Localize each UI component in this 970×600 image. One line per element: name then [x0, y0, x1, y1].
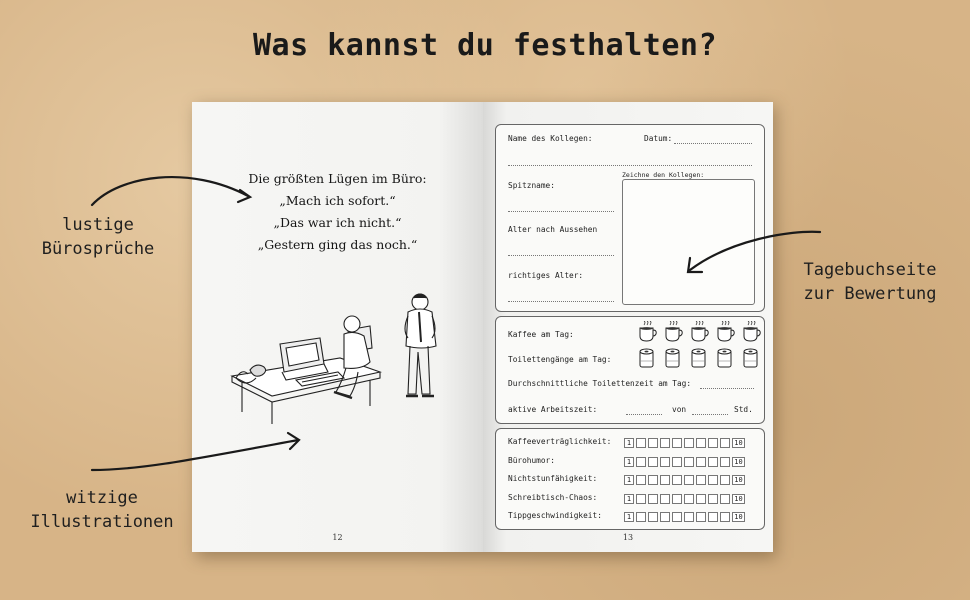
rating-checkbox[interactable] [696, 512, 706, 522]
rating-checkbox[interactable] [648, 438, 658, 448]
toilet-paper-roll-icon[interactable] [740, 347, 762, 369]
toilet-paper-roll-icon[interactable] [636, 347, 658, 369]
ratings-panel [495, 428, 765, 530]
rating-max-cell[interactable]: 10 [732, 475, 745, 485]
coffee-cup-icon[interactable] [714, 321, 736, 343]
quote-title: Die größten Lügen im Büro: [248, 171, 427, 186]
right-page [483, 102, 773, 552]
rating-checkbox[interactable] [648, 494, 658, 504]
age-look-label: Alter nach Aussehen [508, 225, 598, 234]
page-heading: Was kannst du festhalten? [252, 28, 718, 63]
coffee-cup-icon[interactable] [636, 321, 658, 343]
rating-checkbox[interactable] [660, 512, 670, 522]
coffee-label: Kaffee am Tag: [508, 330, 574, 339]
rating-checkbox[interactable] [708, 475, 718, 485]
rating-scale [624, 475, 745, 485]
rating-checkbox[interactable] [684, 457, 694, 467]
toilet-paper-roll-icon[interactable] [688, 347, 710, 369]
rating-checkbox[interactable] [672, 494, 682, 504]
quote-line: „Mach ich sofort.“ [279, 193, 396, 208]
rating-max-cell[interactable]: 10 [732, 512, 745, 522]
rating-label: Kaffeeverträglichkeit: [508, 437, 612, 446]
nickname-label: Spitzname: [508, 181, 555, 190]
name-line[interactable] [508, 165, 752, 166]
quote-line: „Das war ich nicht.“ [273, 215, 402, 230]
avg-toilet-label: Durchschnittliche Toilettenzeit am Tag: [508, 379, 692, 388]
daily-stats-panel [495, 316, 765, 424]
rating-checkbox[interactable] [636, 438, 646, 448]
annotation-line: zur Bewertung [803, 284, 937, 304]
page-number-right: 13 [622, 533, 634, 542]
rating-min-cell[interactable]: 1 [624, 512, 634, 522]
work-end-line[interactable] [692, 414, 728, 415]
office-lies-quotes [192, 168, 483, 256]
annotation-sayings [38, 213, 158, 261]
rating-min-cell[interactable]: 1 [624, 475, 634, 485]
rating-scale [624, 457, 745, 467]
annotation-line: witzige [66, 488, 138, 508]
rating-checkbox[interactable] [696, 438, 706, 448]
rating-scale [624, 438, 745, 448]
real-age-line[interactable] [508, 301, 614, 302]
rating-checkbox[interactable] [720, 512, 730, 522]
profile-panel [495, 124, 765, 312]
rating-checkbox[interactable] [684, 494, 694, 504]
toilet-paper-roll-icon[interactable] [662, 347, 684, 369]
annotation-line: lustige [62, 215, 134, 235]
annotation-line: Bürosprüche [41, 239, 155, 259]
avg-toilet-line[interactable] [700, 388, 754, 389]
real-age-label: richtiges Alter: [508, 271, 584, 280]
rating-checkbox[interactable] [720, 438, 730, 448]
rating-checkbox[interactable] [684, 438, 694, 448]
quote-line: „Gestern ging das noch.“ [257, 237, 418, 252]
nickname-line[interactable] [508, 211, 614, 212]
coffee-cup-icon[interactable] [662, 321, 684, 343]
left-page [192, 102, 483, 552]
rating-checkbox[interactable] [660, 457, 670, 467]
rating-checkbox[interactable] [636, 512, 646, 522]
rating-checkbox[interactable] [648, 457, 658, 467]
rating-scale [624, 512, 745, 522]
rating-checkbox[interactable] [720, 457, 730, 467]
age-look-line[interactable] [508, 255, 614, 256]
rating-max-cell[interactable]: 10 [732, 494, 745, 504]
rating-min-cell[interactable]: 1 [624, 457, 634, 467]
rating-checkbox[interactable] [684, 512, 694, 522]
rating-checkbox[interactable] [684, 475, 694, 485]
rating-checkbox[interactable] [708, 438, 718, 448]
rating-checkbox[interactable] [708, 512, 718, 522]
rating-checkbox[interactable] [708, 494, 718, 504]
annotation-line: Illustrationen [30, 512, 174, 532]
rating-max-cell[interactable]: 10 [732, 438, 745, 448]
rating-checkbox[interactable] [660, 475, 670, 485]
rating-checkbox[interactable] [672, 438, 682, 448]
rating-checkbox[interactable] [720, 494, 730, 504]
name-label: Name des Kollegen: [508, 134, 593, 143]
rating-checkbox[interactable] [660, 438, 670, 448]
rating-label: Nichtstunfähigkeit: [508, 474, 598, 483]
rating-min-cell[interactable]: 1 [624, 494, 634, 504]
rating-checkbox[interactable] [720, 475, 730, 485]
toilet-paper-roll-icon[interactable] [714, 347, 736, 369]
std-label: Std. [734, 405, 753, 414]
date-label: Datum: [644, 134, 673, 143]
rating-checkbox[interactable] [672, 512, 682, 522]
rating-checkbox[interactable] [696, 457, 706, 467]
drawing-area[interactable] [622, 179, 755, 305]
rating-checkbox[interactable] [696, 475, 706, 485]
rating-max-cell[interactable]: 10 [732, 457, 745, 467]
rating-checkbox[interactable] [672, 475, 682, 485]
rating-checkbox[interactable] [648, 475, 658, 485]
coffee-cup-icon[interactable] [688, 321, 710, 343]
rating-scale [624, 494, 745, 504]
rating-label: Tippgeschwindigkeit: [508, 511, 602, 520]
rating-checkbox[interactable] [636, 494, 646, 504]
work-start-line[interactable] [626, 414, 662, 415]
coffee-cup-icon[interactable] [740, 321, 762, 343]
rating-min-cell[interactable]: 1 [624, 438, 634, 448]
draw-label: Zeichne den Kollegen: [622, 171, 705, 179]
von-label: von [672, 405, 687, 414]
rating-checkbox[interactable] [696, 494, 706, 504]
rating-label: Schreibtisch-Chaos: [508, 492, 598, 502]
rating-checkbox[interactable] [636, 457, 646, 467]
annotation-illustrations [22, 486, 182, 534]
rating-checkbox[interactable] [672, 457, 682, 467]
rating-checkbox[interactable] [648, 512, 658, 522]
date-line[interactable] [674, 143, 752, 144]
office-workers-illustration [220, 288, 460, 428]
work-time-label: aktive Arbeitszeit: [508, 405, 598, 414]
annotation-line: Tagebuchseite [803, 260, 937, 280]
annotation-diary-page [790, 258, 950, 306]
rating-label: Bürohumor: [508, 455, 555, 465]
toilet-label: Toilettengänge am Tag: [508, 355, 612, 364]
page-number-left: 12 [332, 533, 343, 542]
rating-checkbox[interactable] [660, 494, 670, 504]
rating-checkbox[interactable] [636, 475, 646, 485]
rating-checkbox[interactable] [708, 457, 718, 467]
